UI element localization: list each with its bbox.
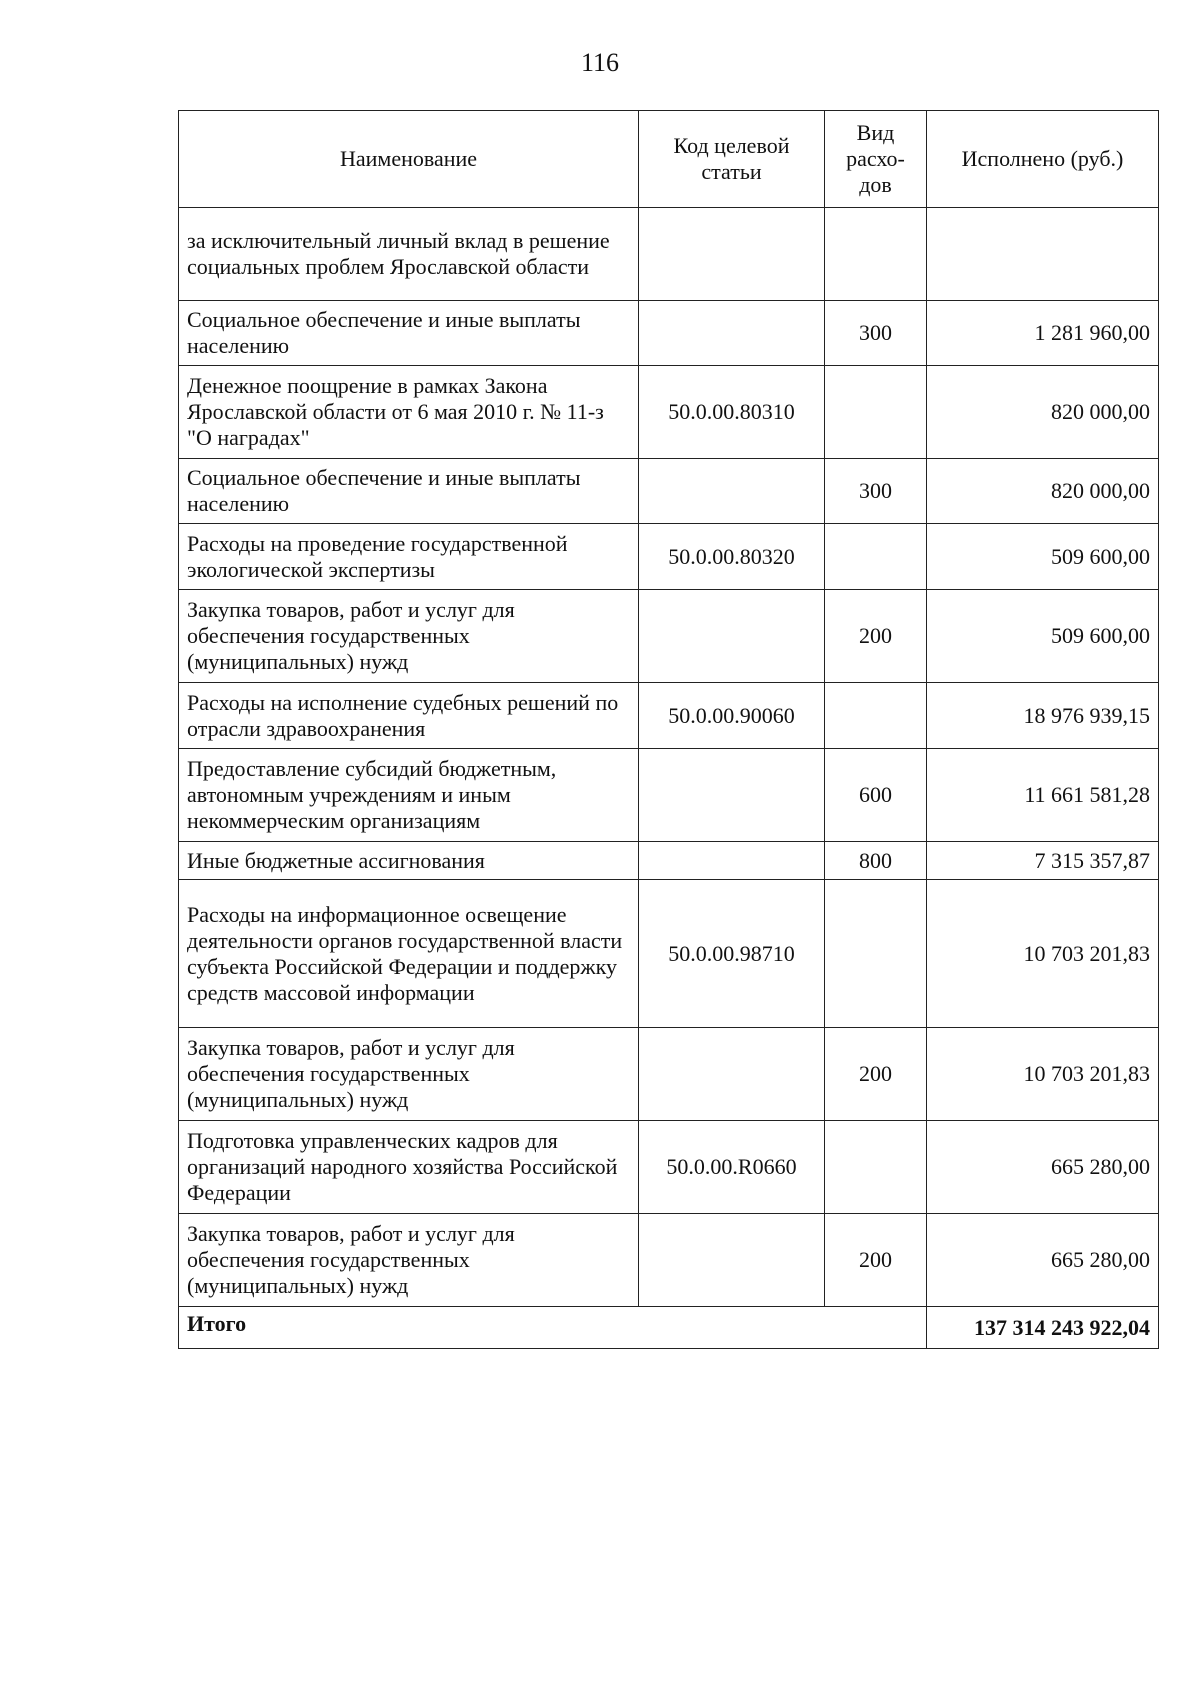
cell-sum: 509 600,00 [927,524,1159,590]
cell-name: Расходы на информационное освещение деятельности органов государственной власти субъекта Российской Федерации и поддержку средств массовой информации [179,880,639,1028]
header-type: Вид расхо-дов [825,111,927,208]
header-sum: Исполнено (руб.) [927,111,1159,208]
cell-code [639,842,825,880]
cell-name: Денежное поощрение в рамках Закона Ярославской области от 6 мая 2010 г. № 11-з "О наградах" [179,366,639,459]
cell-code: 50.0.00.R0660 [639,1121,825,1214]
table-row [179,1121,1159,1214]
cell-sum: 665 280,00 [927,1121,1159,1214]
cell-sum [927,208,1159,301]
cell-type: 800 [825,842,927,880]
table-row [179,524,1159,590]
cell-name: Социальное обеспечение и иные выплаты населению [179,301,639,366]
cell-code [639,1028,825,1121]
table-row [179,842,1159,880]
cell-type: 200 [825,1028,927,1121]
cell-code: 50.0.00.90060 [639,683,825,749]
cell-name: Закупка товаров, работ и услуг для обеспечения государственных (муниципальных) нужд [179,1028,639,1121]
cell-type: 300 [825,459,927,524]
cell-code [639,459,825,524]
total-sum: 137 314 243 922,04 [927,1307,1159,1349]
cell-type [825,683,927,749]
table-row [179,301,1159,366]
cell-code: 50.0.00.80310 [639,366,825,459]
cell-code [639,208,825,301]
cell-sum: 509 600,00 [927,590,1159,683]
cell-type: 600 [825,749,927,842]
cell-name: Подготовка управленческих кадров для организаций народного хозяйства Российской Федерации [179,1121,639,1214]
header-code: Код целевой статьи [639,111,825,208]
cell-type [825,1121,927,1214]
cell-code [639,749,825,842]
table-row [179,208,1159,301]
table-row [179,366,1159,459]
cell-code [639,301,825,366]
table-row [179,590,1159,683]
cell-type [825,524,927,590]
cell-sum: 665 280,00 [927,1214,1159,1307]
cell-type [825,366,927,459]
cell-name: Расходы на проведение государственной экологической экспертизы [179,524,639,590]
total-row [179,1307,1159,1349]
total-label: Итого [179,1307,639,1349]
cell-type [825,208,927,301]
cell-type [825,880,927,1028]
cell-sum: 820 000,00 [927,459,1159,524]
cell-sum: 10 703 201,83 [927,1028,1159,1121]
table-row [179,1214,1159,1307]
cell-type: 300 [825,301,927,366]
cell-name: Закупка товаров, работ и услуг для обеспечения государственных (муниципальных) нужд [179,590,639,683]
cell-sum: 820 000,00 [927,366,1159,459]
header-row [179,111,1159,208]
table-row [179,749,1159,842]
cell-name: Закупка товаров, работ и услуг для обеспечения государственных (муниципальных) нужд [179,1214,639,1307]
cell-sum: 11 661 581,28 [927,749,1159,842]
cell-code [639,590,825,683]
cell-sum: 18 976 939,15 [927,683,1159,749]
page-number: 116 [580,48,620,77]
cell-name: за исключительный личный вклад в решение социальных проблем Ярославской области [179,208,639,301]
table-row [179,880,1159,1028]
cell-name: Предоставление субсидий бюджетным, автономным учреждениям и иным некоммерческим организациям [179,749,639,842]
table-row [179,459,1159,524]
cell-type: 200 [825,1214,927,1307]
budget-table [178,110,1159,1349]
cell-sum: 7 315 357,87 [927,842,1159,880]
table-row [179,683,1159,749]
cell-sum: 10 703 201,83 [927,880,1159,1028]
cell-code: 50.0.00.98710 [639,880,825,1028]
cell-name: Социальное обеспечение и иные выплаты населению [179,459,639,524]
cell-type: 200 [825,590,927,683]
total-spacer [639,1307,927,1349]
cell-code [639,1214,825,1307]
cell-name: Иные бюджетные ассигнования [179,842,639,880]
table-body [179,208,1159,1349]
cell-sum: 1 281 960,00 [927,301,1159,366]
cell-name: Расходы на исполнение судебных решений по отрасли здравоохранения [179,683,639,749]
table-header [179,111,1159,208]
table-row [179,1028,1159,1121]
cell-code: 50.0.00.80320 [639,524,825,590]
header-name: Наименование [179,111,639,208]
